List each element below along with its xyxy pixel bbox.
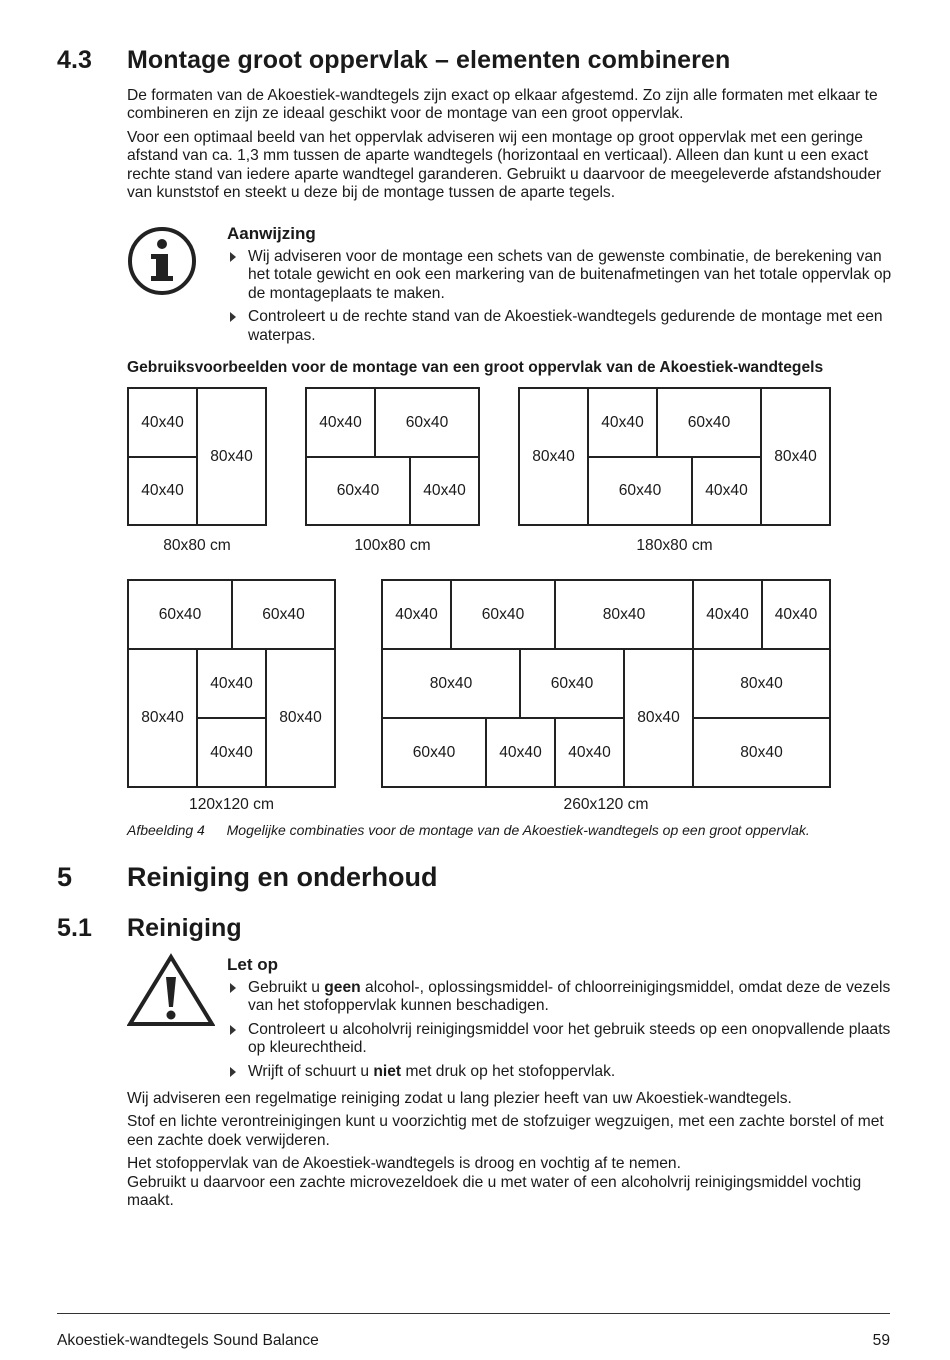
tile: 80x40 [265,648,336,788]
dimension-label: 180x80 cm [636,537,713,554]
tile: 80x40 [554,579,694,650]
tile: 40x40 [761,579,831,650]
tile: 60x40 [127,579,233,650]
tile: 40x40 [691,456,762,526]
dimension-label: 80x80 cm [163,537,231,554]
tile: 40x40 [127,387,198,458]
cleaning-paragraph: Wij adviseren een regelmatige reiniging zodat u lang plezier heeft van uw Akoestiek-wandtegels. [127,1090,792,1107]
tile: 60x40 [587,456,693,526]
cleaning-paragraph: Stof en lichte verontreinigingen kunt u voorzichtig met de stofzuiger wegzuigen, met een zachte borstel of met een zachte doek verwijderen. [127,1113,884,1149]
tile: 60x40 [381,717,487,788]
tile: 40x40 [381,579,452,650]
note-list [227,248,892,350]
section-number-4-3: 4.3 [57,46,93,74]
figure-caption [127,822,810,838]
tile: 40x40 [485,717,556,788]
section-title-5-1: Reiniging [127,914,242,942]
warning-icon [127,953,215,1027]
cleaning-paragraph: Gebruikt u daarvoor een zachte microvezeldoek die u met water of een alcoholvrij reinigingsmiddel vochtig maakt. [127,1173,862,1210]
tile: 80x40 [518,387,589,526]
cleaning-text [127,1090,907,1215]
tile: 80x40 [381,648,521,719]
tile: 40x40 [127,456,198,526]
cleaning-paragraph: Het stofoppervlak van de Akoestiek-wandtegels is droog en vochtig af te nemen. [127,1155,681,1173]
warning-list [227,979,892,1086]
info-icon [127,226,197,296]
tile: 60x40 [374,387,480,458]
tile: 40x40 [692,579,763,650]
tile: 60x40 [231,579,336,650]
note-item: Wij adviseren voor de montage een schets van de gewenste combinatie, de berekening van het totale gewicht en ook een markering van de buitenafmetingen van het totale oppervlak op de montageplaats te maken. [227,248,892,303]
tile: 40x40 [196,717,267,788]
tile: 80x40 [623,648,694,788]
tile: 60x40 [305,456,411,526]
caption-label: Afbeelding 4 [127,822,205,838]
intro-text [127,87,907,207]
note-item: Controleert u de rechte stand van de Akoestiek-wandtegels gedurende de montage met een waterpas. [227,308,892,345]
examples-heading: Gebruiksvoorbeelden voor de montage van een groot oppervlak van de Akoestiek-wandtegels [127,359,824,376]
intro-paragraph-2: Voor een optimaal beeld van het oppervlak adviseren wij een montage op groot oppervlak met een geringe afstand van ca. 1,3 mm tussen de aparte wandtegels (horizontaal en verticaal). Alleen dan kunt u een exact rechte stand van iedere aparte wandtegel garanderen. Gebruikt u daarvoor de meegeleverde afstandshouder van kunststof en steekt u deze bij de montage tussen de aparte tegels. [127,128,882,202]
tile: 80x40 [127,648,198,788]
section-number-5: 5 [57,862,73,892]
section-title-4-3: Montage groot oppervlak – elementen combineren [127,46,731,74]
tile: 40x40 [554,717,625,788]
tile: 80x40 [692,717,831,788]
warning-item: Wrijft of schuurt u niet met druk op het stofoppervlak. [227,1063,892,1081]
section-title-5: Reiniging en onderhoud [127,862,438,892]
dimension-label: 120x120 cm [189,796,274,813]
footer-divider [57,1313,890,1314]
footer-title: Akoestiek-wandtegels Sound Balance [57,1332,319,1349]
warning-item: Gebruikt u geen alcohol-, oplossingsmiddel- of chloorreinigingsmiddel, omdat deze de vezels van het stofoppervlak kunnen beschadigen. [227,979,892,1016]
warning-title: Let op [227,955,278,974]
tile: 80x40 [760,387,831,526]
tile: 60x40 [450,579,556,650]
warning-item: Controleert u alcoholvrij reinigingsmiddel voor het gebruik steeds op een onopvallende plaats op kleurechtheid. [227,1021,892,1058]
note-title: Aanwijzing [227,224,316,243]
tile: 40x40 [305,387,376,458]
dimension-label: 260x120 cm [563,796,649,813]
tile: 40x40 [587,387,658,458]
tile: 80x40 [692,648,831,719]
tile: 80x40 [196,387,267,526]
caption-text: Mogelijke combinaties voor de montage van de Akoestiek-wandtegels op een groot oppervlak. [226,822,810,838]
page-number: 59 [872,1332,890,1349]
section-number-5-1: 5.1 [57,914,93,942]
tile: 60x40 [656,387,762,458]
tile: 60x40 [519,648,625,719]
dimension-label: 100x80 cm [354,537,431,554]
intro-paragraph-1: De formaten van de Akoestiek-wandtegels zijn exact op elkaar afgestemd. Zo zijn alle formaten met elkaar te combineren en zijn ze ideaal geschikt voor de montage van een groot oppervlak. [127,87,878,123]
tile: 40x40 [409,456,480,526]
tile: 40x40 [196,648,267,719]
